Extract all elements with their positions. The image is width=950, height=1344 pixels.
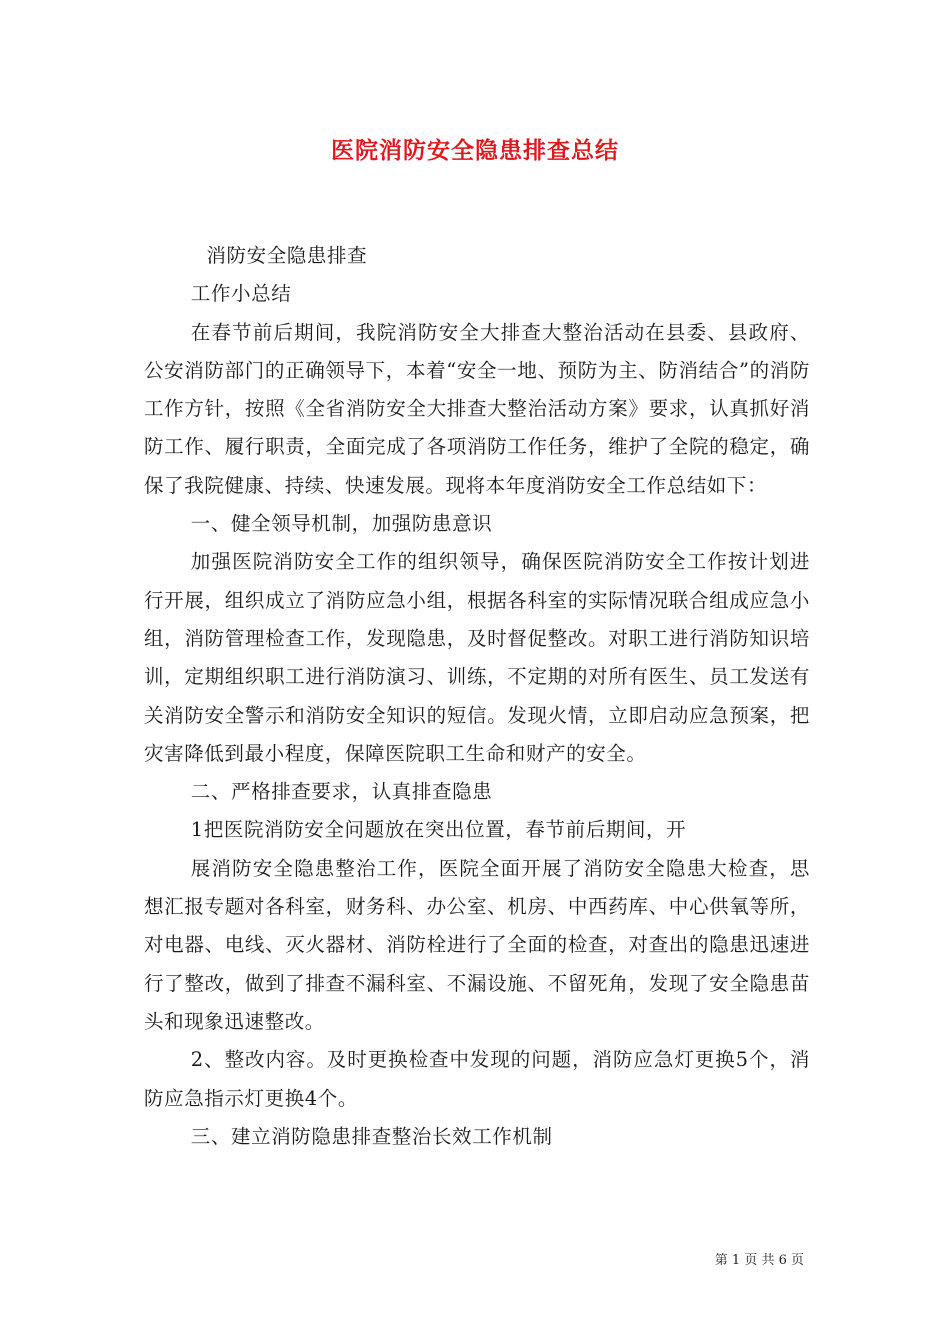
paragraph-item-2: 2、整改内容。及时更换检查中发现的问题，消防应急灯更换5个，消防应急指示灯更换4个。 <box>144 1048 810 1110</box>
paragraph-item-1: 1把医院消防安全问题放在突出位置，春节前后期间，开 <box>190 818 687 842</box>
section-heading-2: 二、严格排查要求，认真排查隐患 <box>190 780 493 804</box>
paragraph-intro: 在春节前后期间，我院消防安全大排查大整治活动在县委、县政府、公安消防部门的正确领导下，本着“安全一地、预防为主、防消结合”的消防工作方针，按照《全省消防安全大排查大整治活动方案》要求，认真抓好消防工作、履行职责，全面完成了各项消防工作任务，维护了全院的稳定，确保了我院健康、持续、快速发展。现将本年度消防安全工作总结如下： <box>144 320 810 497</box>
document-title: 医院消防安全隐患排查总结 <box>331 137 619 164</box>
section-heading-1: 一、健全领导机制，加强防患意识 <box>190 512 493 536</box>
paragraph-subtitle-2: 工作小总结 <box>190 282 292 306</box>
page-number-footer: 第 1 页 共 6 页 <box>714 1253 804 1268</box>
paragraph-subtitle-1: 消防安全隐患排查 <box>206 244 368 267</box>
paragraph-section-1: 加强医院消防安全工作的组织领导，确保医院消防安全工作按计划进行开展，组织成立了消防应急小组，根据各科室的实际情况联合组成应急小组，消防管理检查工作，发现隐患，及时督促整改。对职工进行消防知识培训，定期组织职工进行消防演习、训练，不定期的对所有医生、员工发送有关消防安全警示和消防安全知识的短信。发现火情，立即启动应急预案，把灾害降低到最小程度，保障医院职工生命和财产的安全。 <box>144 550 810 765</box>
section-heading-3: 三、建立消防隐患排查整治长效工作机制 <box>190 1124 553 1148</box>
document-body <box>144 237 810 1156</box>
paragraph-item-1-continued: 展消防安全隐患整治工作，医院全面开展了消防安全隐患大检查，思想汇报专题对各科室，财务科、办公室、机房、中西药库、中心供氧等所，对电器、电线、灭火器材、消防栓进行了全面的检查，对查出的隐患迅速进行了整改，做到了排查不漏科室、不漏设施、不留死角，发现了安全隐患苗头和现象迅速整改。 <box>144 856 810 1033</box>
